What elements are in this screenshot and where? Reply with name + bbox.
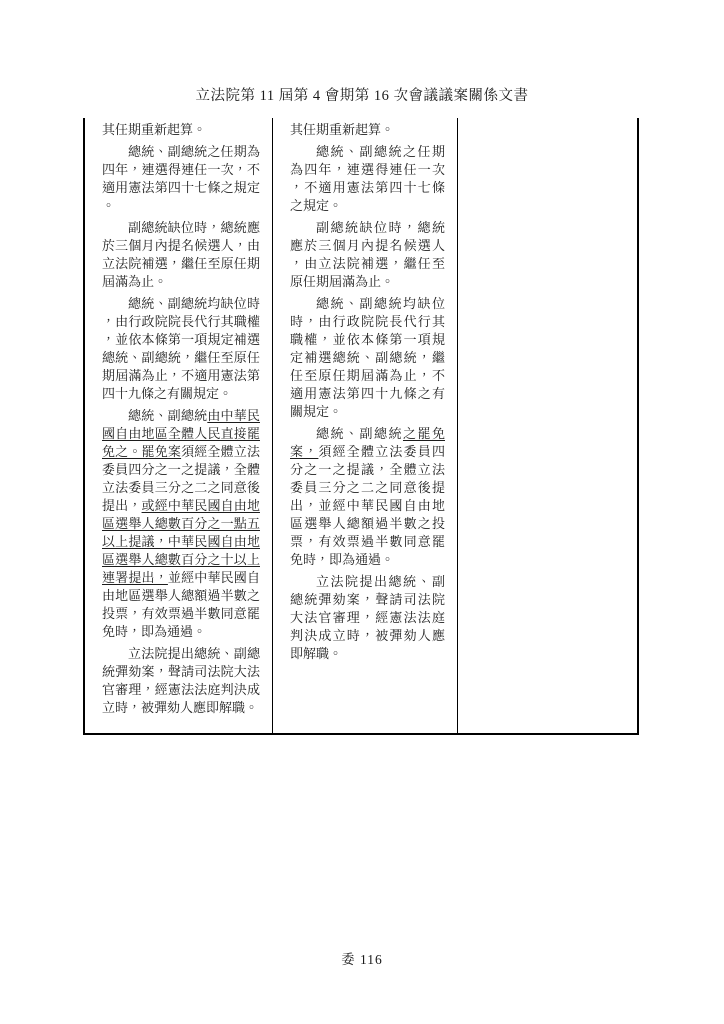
text-segment: 其任期重新起算。 — [290, 122, 395, 137]
text-segment: 須經全體立法委員四分之一之提議，全體立法委員三分之二之同意後提出，並經中華民國自由地區選舉人總額過半數之投票，有效票過半數同意罷免時，即為通過。 — [290, 444, 445, 567]
paragraph — [290, 121, 445, 139]
page-footer-number: 委 116 — [341, 952, 383, 967]
paragraph — [102, 143, 260, 215]
text-segment: 總統、副總統 — [316, 426, 403, 441]
text-segment: 副總統缺位時，總統應於三個月內提名候選人，由立法院補選，繼任至原任期屆滿為止。 — [102, 220, 260, 289]
text-segment: 總統、副總統均缺位時，由行政院院長代行其職權，並依本條第一項規定補選總統、副總統，繼任至原任期屆滿為止，不適用憲法第四十九條之有關規定。 — [102, 296, 260, 401]
notes-column-cell — [458, 118, 637, 733]
text-segment: 總統、副總統 — [128, 408, 208, 423]
text-segment: 並經中華民國自由地區選舉人總額過半數之投票，有效票過半數同意罷免時，即為通過。 — [102, 570, 260, 639]
text-segment: 總統、副總統之任期為四年，連選得連任一次，不適用憲法第四十七條之規定。 — [102, 144, 260, 213]
text-segment: 總統、副總統之任期為四年，連選得連任一次，不適用憲法第四十七條之規定。 — [290, 144, 445, 213]
paragraph — [102, 219, 260, 291]
paragraph — [102, 121, 260, 139]
paragraph — [290, 573, 445, 663]
paragraph — [102, 295, 260, 403]
text-segment: 立法院提出總統、副總統彈劾案，聲請司法院大法官審理，經憲法法庭判決成立時，被彈劾人應即解職。 — [102, 646, 260, 715]
underlined-text-segment: 由中華民國自由地區全體人民直接罷免之。罷免案 — [102, 408, 260, 459]
paragraph — [290, 425, 445, 569]
paragraph — [290, 219, 445, 291]
paragraph — [102, 645, 260, 717]
current-column-cell — [273, 118, 458, 733]
text-segment: 其任期重新起算。 — [102, 122, 207, 137]
underlined-text-segment: 或經中華民國自由地區選舉人總數百分之一點五以上提議，中華民國自由地區選舉人總數百分之十以上連署提出， — [102, 498, 260, 585]
page-header-title: 立法院第 11 屆第 4 會期第 16 次會議議案關係文書 — [195, 88, 529, 104]
underlined-text-segment: 之罷免案， — [290, 426, 445, 459]
text-segment: 須經全體立法委員四分之一之提議，全體立法委員三分之二之同意後提出， — [102, 444, 260, 513]
text-segment: 立法院提出總統、副總統彈劾案，聲請司法院大法官審理，經憲法法庭判決成立時，被彈劾人應即解職。 — [290, 574, 445, 661]
comparison-table — [83, 118, 639, 735]
paragraph — [290, 295, 445, 421]
amendment-column-cell — [85, 118, 273, 733]
text-segment: 副總統缺位時，總統應於三個月內提名候選人，由立法院補選，繼任至原任期屆滿為止。 — [290, 220, 445, 289]
paragraph — [102, 407, 260, 641]
paragraph — [290, 143, 445, 215]
text-segment: 總統、副總統均缺位時，由行政院院長代行其職權，並依本條第一項規定補選總統、副總統，繼任至原任期屆滿為止，不適用憲法第四十九條之有關規定。 — [290, 296, 445, 419]
